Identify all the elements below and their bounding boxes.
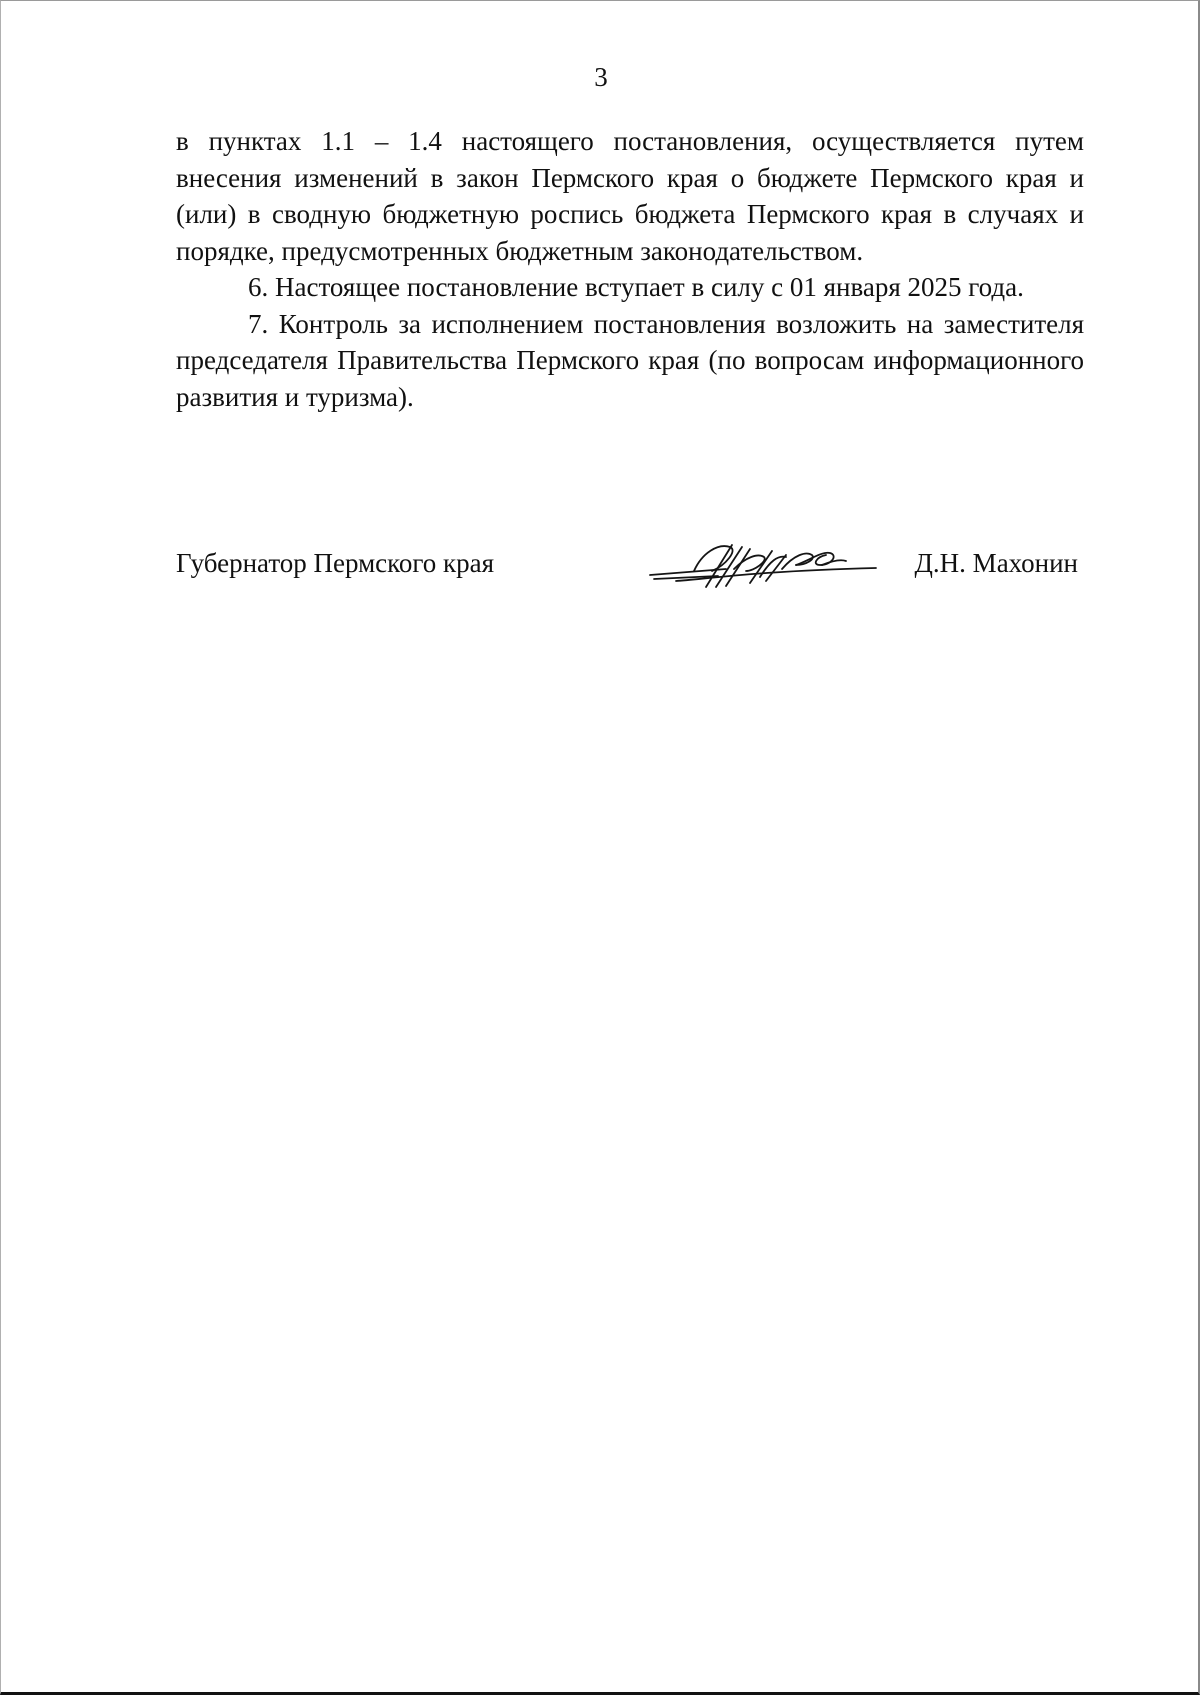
- paragraph-6-effective-date: 6. Настоящее постановление вступает в силу с 01 января 2025 года.: [248, 272, 1024, 302]
- document-body: [176, 123, 1084, 415]
- signature-block: [176, 541, 1084, 591]
- signatory-position: Губернатор Пермского края: [176, 548, 495, 578]
- paragraph-7-control: 7. Контроль за исполнением постановления возложить на заместителя председателя Правительства Пермского края (по вопросам информационного развития и туризма).: [176, 308, 1084, 412]
- signatory-name: Д.Н. Махонин: [914, 548, 1078, 578]
- paragraph-funding-continuation: в пунктах 1.1 – 1.4 настоящего постановления, осуществляется путем внесения изменений в закон Пермского края о бюджете Пермского края и (или) в сводную бюджетную роспись бюджета Пермского края в случаях и порядке, предусмотренных бюджетным законодательством.: [176, 126, 1084, 266]
- handwritten-signature: [646, 531, 881, 591]
- page-number: 3: [594, 62, 608, 92]
